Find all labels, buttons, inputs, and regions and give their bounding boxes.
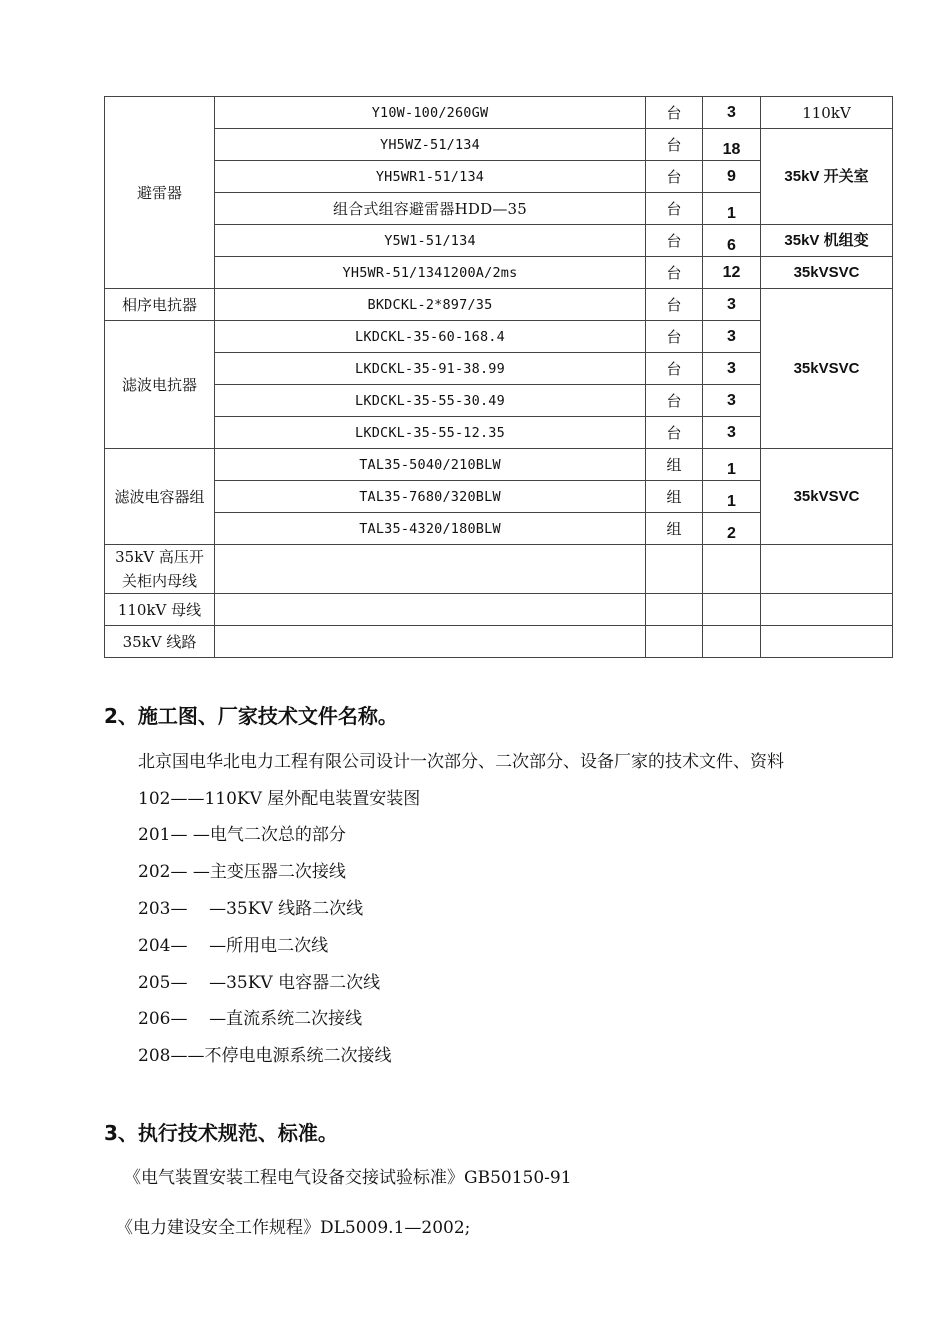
unit-cell: 台 bbox=[646, 417, 703, 449]
unit-cell: 台 bbox=[646, 385, 703, 417]
section2-heading: 2、施工图、厂家技术文件名称。 bbox=[104, 704, 398, 728]
section2-line: 203— —35KV 线路二次线 bbox=[138, 899, 364, 919]
model-cell: LKDCKL-35-55-30.49 bbox=[215, 385, 646, 417]
equipment-table bbox=[104, 96, 893, 658]
unit-cell bbox=[646, 626, 703, 658]
qty-cell: 3 bbox=[703, 417, 761, 449]
qty-cell: 1 bbox=[703, 481, 761, 513]
category-cell: 35kV 线路 bbox=[105, 626, 215, 658]
unit-cell: 台 bbox=[646, 353, 703, 385]
table-row bbox=[105, 545, 893, 594]
model-cell bbox=[215, 594, 646, 626]
unit-cell: 台 bbox=[646, 225, 703, 257]
model-cell bbox=[215, 626, 646, 658]
standard-line: 《电气装置安装工程电气设备交接试验标准》GB50150-91 bbox=[124, 1168, 572, 1188]
section2-line: 102——110KV 屋外配电装置安装图 bbox=[138, 789, 421, 809]
qty-cell bbox=[703, 594, 761, 626]
category-cell: 滤波电抗器 bbox=[105, 321, 215, 449]
model-cell: LKDCKL-35-60-168.4 bbox=[215, 321, 646, 353]
section2-line: 202— —主变压器二次接线 bbox=[138, 862, 346, 882]
qty-cell: 3 bbox=[703, 353, 761, 385]
qty-cell: 12 bbox=[703, 257, 761, 289]
model-cell: Y5W1-51/134 bbox=[215, 225, 646, 257]
category-cell: 滤波电容器组 bbox=[105, 449, 215, 545]
unit-cell: 组 bbox=[646, 449, 703, 481]
qty-cell: 18 bbox=[703, 129, 761, 161]
model-cell: LKDCKL-35-91-38.99 bbox=[215, 353, 646, 385]
unit-cell: 组 bbox=[646, 513, 703, 545]
model-cell bbox=[215, 545, 646, 594]
category-cell: 110kV 母线 bbox=[105, 594, 215, 626]
model-cell: BKDCKL-2*897/35 bbox=[215, 289, 646, 321]
unit-cell: 台 bbox=[646, 257, 703, 289]
unit-cell: 台 bbox=[646, 193, 703, 225]
unit-cell: 台 bbox=[646, 97, 703, 129]
model-cell: TAL35-7680/320BLW bbox=[215, 481, 646, 513]
qty-cell: 3 bbox=[703, 385, 761, 417]
unit-cell: 台 bbox=[646, 321, 703, 353]
model-cell: TAL35-4320/180BLW bbox=[215, 513, 646, 545]
qty-cell bbox=[703, 545, 761, 594]
model-cell: YH5WR-51/1341200A/2ms bbox=[215, 257, 646, 289]
unit-cell: 组 bbox=[646, 481, 703, 513]
table-row bbox=[105, 449, 893, 481]
model-cell: TAL35-5040/210BLW bbox=[215, 449, 646, 481]
category-cell: 避雷器 bbox=[105, 97, 215, 289]
model-cell: Y10W-100/260GW bbox=[215, 97, 646, 129]
unit-cell: 台 bbox=[646, 161, 703, 193]
qty-cell: 3 bbox=[703, 289, 761, 321]
location-cell: 35kVSVC bbox=[761, 257, 893, 289]
model-cell: YH5WR1-51/134 bbox=[215, 161, 646, 193]
section2-line: 205— —35KV 电容器二次线 bbox=[138, 973, 381, 993]
model-cell: LKDCKL-35-55-12.35 bbox=[215, 417, 646, 449]
location-text: 35kV 机组变 bbox=[784, 232, 869, 249]
section2-line: 北京国电华北电力工程有限公司设计一次部分、二次部分、设备厂家的技术文件、资料 bbox=[138, 752, 784, 772]
section2-line: 204— —所用电二次线 bbox=[138, 936, 329, 956]
location-cell bbox=[761, 594, 893, 626]
section2-line: 208——不停电电源系统二次接线 bbox=[138, 1046, 392, 1066]
section2-line: 201— —电气二次总的部分 bbox=[138, 825, 346, 845]
location-cell bbox=[761, 225, 893, 257]
standard-line: 《电力建设安全工作规程》DL5009.1—2002; bbox=[116, 1218, 471, 1238]
model-cell: YH5WZ-51/134 bbox=[215, 129, 646, 161]
category-cell: 35kV 高压开关柜内母线 bbox=[105, 545, 215, 594]
model-cell: 组合式组容避雷器HDD—35 bbox=[215, 193, 646, 225]
table-row bbox=[105, 257, 893, 289]
qty-cell: 1 bbox=[703, 193, 761, 225]
location-cell bbox=[761, 545, 893, 594]
qty-cell: 2 bbox=[703, 513, 761, 545]
location-cell: 110kV bbox=[761, 97, 893, 129]
table-row bbox=[105, 225, 893, 257]
section2-line: 206— —直流系统二次接线 bbox=[138, 1009, 363, 1029]
location-cell: 35kVSVC bbox=[761, 289, 893, 449]
table-row bbox=[105, 594, 893, 626]
section3-heading: 3、执行技术规范、标准。 bbox=[104, 1121, 338, 1145]
unit-cell: 台 bbox=[646, 129, 703, 161]
location-cell: 35kVSVC bbox=[761, 449, 893, 545]
unit-cell: 台 bbox=[646, 289, 703, 321]
unit-cell bbox=[646, 594, 703, 626]
qty-cell: 9 bbox=[703, 161, 761, 193]
unit-cell bbox=[646, 545, 703, 594]
location-text: 35kV 开关室 bbox=[784, 168, 869, 185]
table-row bbox=[105, 289, 893, 321]
qty-cell: 6 bbox=[703, 225, 761, 257]
table-row bbox=[105, 626, 893, 658]
qty-cell bbox=[703, 626, 761, 658]
table-row bbox=[105, 97, 893, 129]
location-cell bbox=[761, 626, 893, 658]
category-cell: 相序电抗器 bbox=[105, 289, 215, 321]
qty-cell: 1 bbox=[703, 449, 761, 481]
table-row bbox=[105, 129, 893, 161]
qty-cell: 3 bbox=[703, 97, 761, 129]
qty-cell: 3 bbox=[703, 321, 761, 353]
location-cell bbox=[761, 129, 893, 225]
